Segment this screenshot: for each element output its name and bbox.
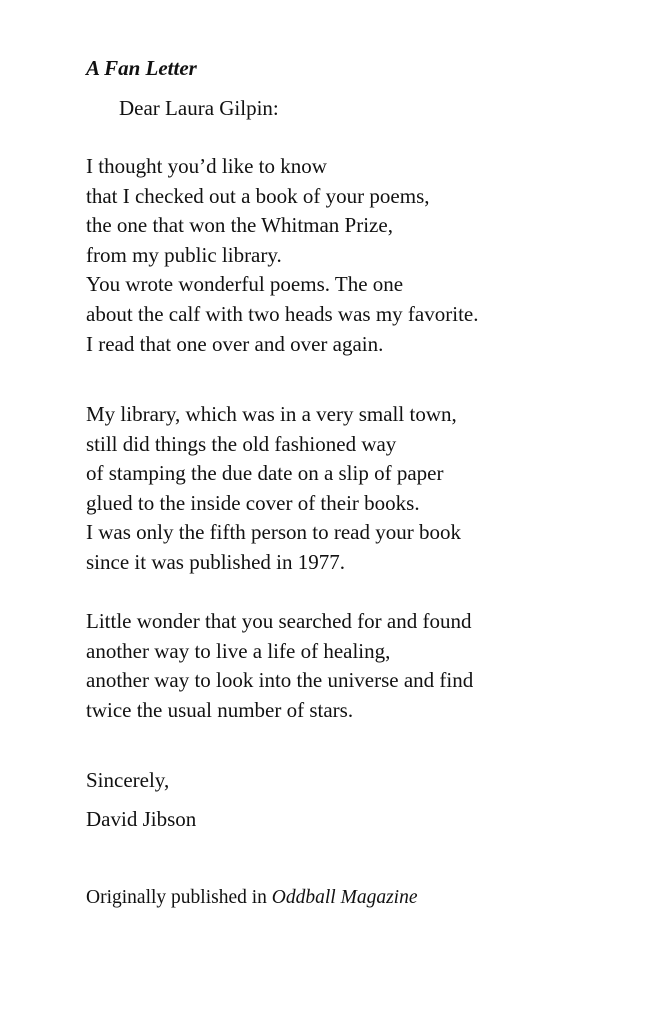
salutation: Dear Laura Gilpin: xyxy=(119,96,279,120)
poem-line: from my public library. xyxy=(86,242,282,267)
closing: Sincerely, xyxy=(86,768,170,792)
publication-credit xyxy=(86,885,417,911)
poem-title: A Fan Letter xyxy=(86,56,197,80)
stanza-3 xyxy=(86,607,473,725)
poem-line: since it was published in 1977. xyxy=(86,549,345,574)
publication-name: Oddball Magazine xyxy=(271,887,418,908)
stanza-1 xyxy=(86,152,478,359)
poem-line: Little wonder that you searched for and found xyxy=(86,609,472,633)
poem-line: My library, which was in a very small town, xyxy=(86,402,457,426)
poem-line: You wrote wonderful poems. The one xyxy=(86,272,404,297)
poem-line: of stamping the due date on a slip of paper xyxy=(86,461,444,486)
signature: David Jibson xyxy=(86,807,197,831)
poem-line: I was only the fifth person to read your book xyxy=(86,520,461,545)
credit-prefix: Originally published in xyxy=(86,887,272,908)
poem-line: the one that won the Whitman Prize, xyxy=(86,213,393,238)
poem-line: I read that one over and over again. xyxy=(86,331,384,356)
poem-line: another way to live a life of healing, xyxy=(86,638,391,663)
poem-line: twice the usual number of stars. xyxy=(86,697,354,722)
poem-line: still did things the old fashioned way xyxy=(86,431,397,456)
poem-line: I thought you’d like to know xyxy=(86,154,327,178)
poem-line: about the calf with two heads was my favorite. xyxy=(86,301,479,326)
poem-line: another way to look into the universe and find xyxy=(86,668,474,693)
poem-line: glued to the inside cover of their books. xyxy=(86,490,420,515)
stanza-2 xyxy=(86,400,461,578)
poem-line: that I checked out a book of your poems, xyxy=(86,183,430,208)
